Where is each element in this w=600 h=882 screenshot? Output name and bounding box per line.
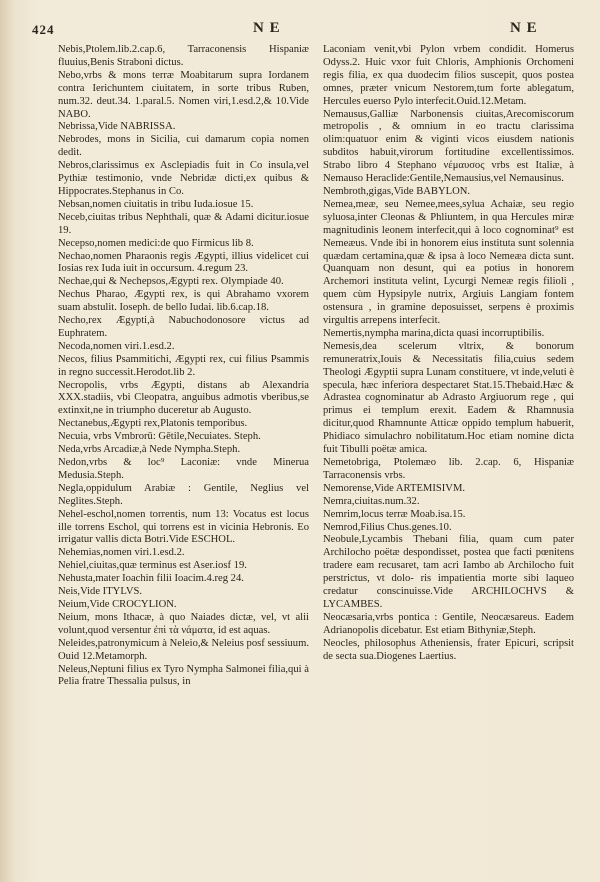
dictionary-entry: Nemetobriga, Ptolemæo lib. 2.cap. 6, Hispaniæ Tarraconensis vrbs. xyxy=(323,457,574,481)
dictionary-entry: Nemra,ciuitas.num.32. xyxy=(323,495,420,507)
dictionary-entry: Nebis,Ptolem.lib.2.cap.6, Tarraconensis Hispaniæ fluuius,Benis Straboni dictus. xyxy=(58,44,309,68)
left-column-header: N E xyxy=(253,20,281,36)
dictionary-entry: Nebrissa,Vide NABRISSA. xyxy=(58,121,176,133)
dictionary-entry: Nemorense,Vide ARTEMISIVM. xyxy=(323,482,466,494)
dictionary-entry: Nechao,nomen Pharaonis regis Ægypti, illius videlicet cui Iosias rex Iuda iuit in occursum. 4.regum 23. xyxy=(58,250,309,275)
dictionary-entry: Nemausus,Galliæ Narbonensis ciuitas,Arecomiscorum metropolis , & omnium in eo tractu clarissima olim:quatuor enim & viginti vicos eiusdem nationis subditos habuit,virorum fortitudine excellentissimos. Strabo libro 4 Stephano νέμαυσος vrbs est Italiæ, à Nemauso Heraclide:Gentile,Nemausius,vel Nemausinus. xyxy=(323,108,574,185)
dictionary-entry: Nehiel,ciuitas,quæ terminus est Aser.iosf 19. xyxy=(58,560,247,572)
right-column-header: N E xyxy=(510,20,538,36)
dictionary-entry: Nehusta,mater Ioachin filii Ioacim.4.reg 24. xyxy=(58,573,244,585)
dictionary-entry: Neceb,ciuitas tribus Nephthali, quæ & Adami dicitur.iosue 19. xyxy=(58,211,309,236)
dictionary-entry: Nembroth,gigas,Vide BABYLON. xyxy=(323,185,471,197)
dictionary-entry: Neleides,patronymicum à Neleio,& Neleius posf sessiuum. Ouid 12.Metamorph. xyxy=(58,637,309,662)
dictionary-entry: Nechae,qui & Nechepsos,Ægypti rex. Olympiade 40. xyxy=(58,276,284,288)
dictionary-entry: Neobule,Lycambis Thebani filia, quam cum pater Archilocho poëtæ despondisset, postea que facti pœnitens tradere eam recusaret, tam acri Iambo ab Archilocho fuit perstrictus, vt dolo- ris impatientia morte sibi laqueo credatur conscinuisse.Vide ARCHILOCHVS & LYCAMBES. xyxy=(323,534,574,610)
dictionary-entry: Neium,Vide CROCYLION. xyxy=(58,598,177,610)
page-number: 424 xyxy=(32,22,55,37)
dictionary-entry: Nehel-eschol,nomen torrentis, num 13: Vocatus est locus ille torrens Eschol, qui torrens est in vicinia Hebronis. Eo irrigatur vallis dicta Botri.Vide ESCHOL. xyxy=(58,508,309,546)
dictionary-entry: Nehemias,nomen viri.1.esd.2. xyxy=(58,547,185,559)
dictionary-entry: Nemrod,Filius Chus.genes.10. xyxy=(323,521,452,533)
dictionary-entry: Necos, filius Psammitichi, Ægypti rex, cui filius Psammis in regno successit.Herodot.lib 2. xyxy=(58,353,309,378)
right-column xyxy=(323,44,574,689)
dictionary-entry: Necoda,nomen viri.1.esd.2. xyxy=(58,340,175,352)
dictionary-entry: Laconiam venit,vbi Pylon vrbem condidit. Homerus Odyss.2. Huic vxor fuit Chloris, Amphionis Orchomeni regis filia, ex qua duodecim filios suscepit, quos postea omnes, præter vnicum Nestorem,tum forte ablegatum, Hercules euerso Pylo interfecit.Ouid.12.Metam. xyxy=(323,44,574,107)
left-column xyxy=(58,44,309,689)
dictionary-entry: Neleus,Neptuni filius ex Tyro Nympha Salmonei filia,qui à Pelia fratre Thessalia pulsus, in xyxy=(58,663,309,688)
dictionary-entry: Nebo,vrbs & mons terræ Moabitarum supra Iordanem contra Ierichuntem ciuitatem, in sorte tribus Ruben, num.32. deut.34. 1.paral.5. Nomen viri,1.esd.2,& 10.Vide NABO. xyxy=(58,69,309,120)
dictionary-entry: Neocles, philosophus Atheniensis, frater Epicuri, scripsit de secta sua.Diogenes Laertius. xyxy=(323,637,574,662)
dictionary-entry: Nemertis,nympha marina,dicta quasi incorruptibilis. xyxy=(323,327,545,339)
dictionary-entry: Necuia, vrbs Vmbrorū: Gētile,Necuiates. Steph. xyxy=(58,431,261,443)
dictionary-entry: Neocæsaria,vrbs pontica : Gentile, Neocæsareus. Eadem Adrianopolis dicebatur. Est etiam Bithyniæ,Steph. xyxy=(323,611,574,636)
dictionary-entry: Necho,rex Ægypti,à Nabuchodonosore victus ad Euphratem. xyxy=(58,315,309,339)
dictionary-entry: Neda,vrbs Arcadiæ,à Nede Nympha.Steph. xyxy=(58,444,241,456)
dictionary-entry: Nebsan,nomen ciuitatis in tribu Iuda.iosue 15. xyxy=(58,198,254,210)
dictionary-entry: Necepso,nomen medici:de quo Firmicus lib 8. xyxy=(58,237,254,249)
dictionary-entry: Necropolis, vrbs Ægypti, distans ab Alexandria XXX.stadiis, vbi Cleopatra, anguibus admotis vberibus,se extinxit,ne in triumpho duceretur ab Augusto. xyxy=(58,379,309,417)
dictionary-entry: Neium, mons Ithacæ, à quo Naiades dictæ, vel, vt alii volunt,quod versentur ἐπὶ τὰ νάματα, id est aquas. xyxy=(58,611,309,636)
dictionary-entry: Nechus Pharao, Ægypti rex, is qui Abrahamo vxorem suam abstulit. Ioseph. de bello Iudai. lib.6.cap.18. xyxy=(58,289,309,314)
dictionary-entry: Negla,oppidulum Arabiæ : Gentile, Neglius vel Neglites.Steph. xyxy=(58,482,309,507)
dictionary-entry: Nebros,clarissimus ex Asclepiadis fuit in Co insula,vel Pythiæ testimonio, vnde Nebridæ dicti,ex quibus & Hippocrates.Stephanus in Co. xyxy=(58,160,309,197)
dictionary-entry: Nebrodes, mons in Sicilia, cui damarum copia nomen dedit. xyxy=(58,134,309,159)
dictionary-entry: Nedon,vrbs & loc⁹ Laconiæ: vnde Minerua Medusia.Steph. xyxy=(58,457,309,481)
dictionary-entry: Nemesis,dea scelerum vltrix, & bonorum remuneratrix,Iouis & Necessitatis filia,cuius sedem Theologi Ægyptii supra Lunam constituere, vt inde,veluti è specula, hæc inferiora despectaret Stat.15.Thebaid.Hæc & Adrastea cognominatur ab Adrasto Argiuorum rege , qui primus ei templum erexit. Eadem & Rhamnusia dicitur,quod Rhamnunte Atticæ oppido templum habuerit, Phidiaco simulachro nobilitatum.Hoc etiam nomine dicta fuit Tibulli poëtæ amica. xyxy=(323,340,574,456)
dictionary-entry: Nemea,meæ, seu Nemee,mees,sylua Achaiæ, seu regio syluosa,inter Cleonas & Phliuntem, in qua Hercules miræ magnitudinis leonem interfecit,qui à loco cognominat⁹ est Nemeæus. Vnde ibi in honorem eius instituta sunt solennia quædam certamina,quæ & ipsa à loco Nemeæa dicta sunt. Quanquam non desunt, qui ea potius in honorem Archemori instituta velint, Lycurgi Nemeæ regis filioli , quem cùm Hypsipyle nutrix, Argiuis Langiam fontem ostensura , in gramine deposuisset, serpens è proximis virgultis arrepens interfecit. xyxy=(323,198,574,327)
dictionary-entry: Nectanebus,Ægypti rex,Platonis temporibus. xyxy=(58,418,248,430)
dictionary-entry: Neis,Vide ITYLVS. xyxy=(58,586,143,598)
text-columns xyxy=(58,44,574,689)
running-header xyxy=(32,20,574,44)
dictionary-entry: Nemrim,locus terræ Moab.isa.15. xyxy=(323,508,466,520)
